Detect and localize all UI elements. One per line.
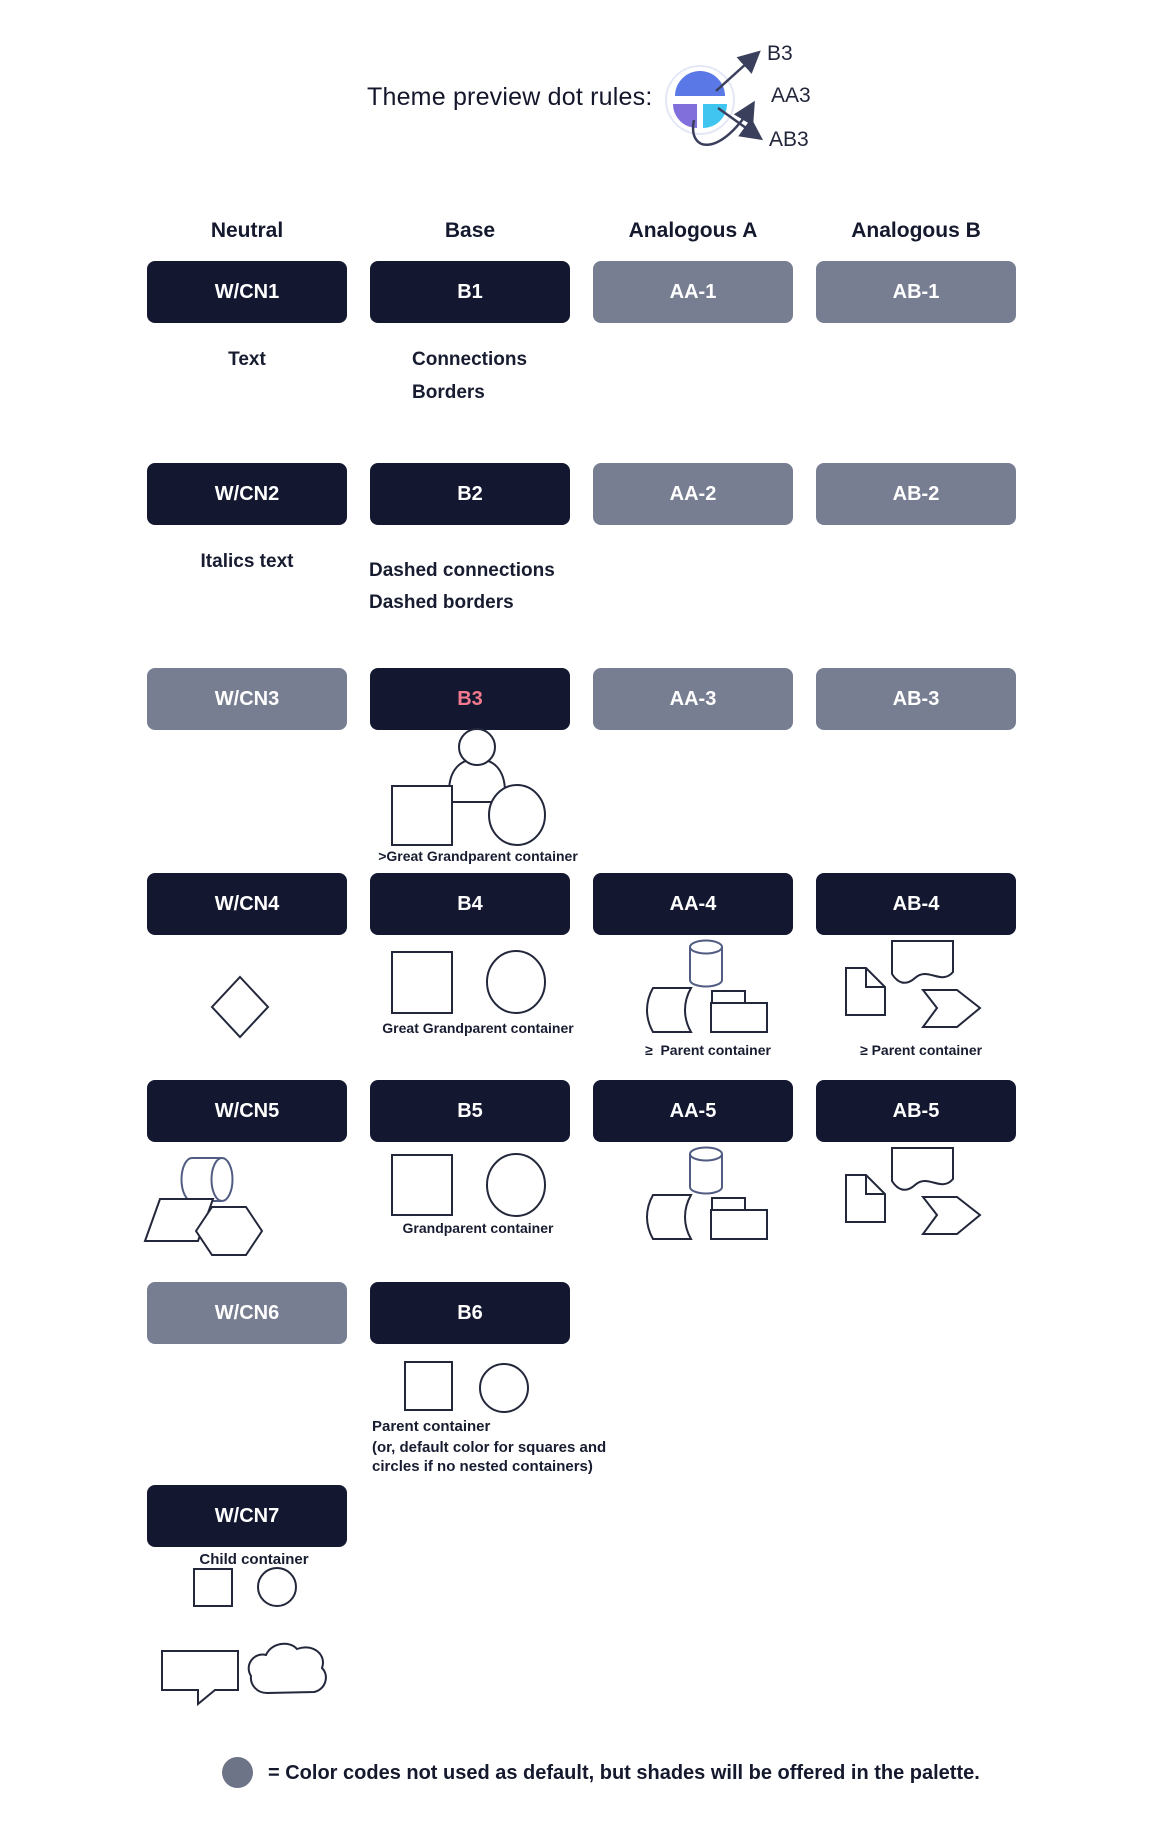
column-header-analogous-b: Analogous B (851, 219, 981, 242)
ab5-shape-cluster (846, 1148, 980, 1234)
swatch-b3 (370, 668, 570, 730)
diamond-shape (212, 977, 268, 1037)
swatch-aa1-label: AA-1 (669, 280, 717, 303)
label-parent-container-note2: circles if no nested containers) (372, 1458, 593, 1475)
card-tab-shape (712, 991, 745, 1005)
square-shape (194, 1569, 232, 1606)
swatch-b5-label: B5 (457, 1099, 483, 1122)
page-shape (846, 968, 885, 1015)
swatch-aa4 (593, 873, 793, 935)
dot-segment-analogous-a (703, 104, 727, 128)
annotation-borders: Borders (412, 382, 485, 403)
card-shape (711, 1210, 767, 1239)
wavy-document-shape (892, 1148, 953, 1190)
dot-ring (666, 66, 734, 134)
arrow-to-ab3 (718, 108, 760, 138)
label-child-container: Child container (199, 1551, 309, 1568)
column-header-neutral: Neutral (210, 219, 284, 242)
swatch-ab1-label: AB-1 (892, 280, 940, 303)
circle-shape (487, 951, 545, 1013)
legend-dot (222, 1757, 253, 1788)
chevron-shape (923, 990, 980, 1027)
swatch-wcn7 (147, 1485, 347, 1547)
column-header-base: Base (444, 219, 496, 242)
horizontal-cylinder-shape (182, 1158, 233, 1201)
swatch-b4-label: B4 (457, 892, 483, 915)
swatch-wcn4-label: W/CN4 (214, 892, 280, 915)
b4-shape-cluster (392, 951, 545, 1013)
wcn7-shape-cluster (162, 1568, 326, 1704)
swatch-aa3-label: AA-3 (669, 687, 717, 710)
label-great-grandparent-gt: >Great Grandparent container (378, 848, 578, 864)
wavy-document-shape (892, 941, 953, 983)
label-parent-container: Parent container (372, 1418, 491, 1435)
page-fold (866, 1175, 885, 1194)
arrow-to-b3 (716, 53, 758, 91)
swatch-aa2-label: AA-2 (669, 482, 717, 505)
swatch-aa5-label: AA-5 (669, 1099, 717, 1122)
annotation-italics-text: Italics text (200, 551, 294, 572)
aa5-shape-cluster (647, 1148, 767, 1240)
swatch-wcn2-label: W/CN2 (214, 482, 280, 505)
swatch-wcn3 (147, 668, 347, 730)
stored-data-shape (647, 1195, 691, 1239)
swatch-wcn1 (147, 261, 347, 323)
swatch-b3-label: B3 (457, 687, 483, 710)
wcn4-shape-cluster (212, 977, 268, 1037)
dot-segment-base (675, 71, 725, 96)
circle-shape (489, 785, 545, 845)
swatch-wcn5-label: W/CN5 (214, 1099, 280, 1122)
swatch-wcn5 (147, 1080, 347, 1142)
swatch-aa2 (593, 463, 793, 525)
swatch-ab3 (816, 668, 1016, 730)
page-title: Theme preview dot rules: (367, 83, 653, 111)
arrow-to-aa3 (693, 104, 753, 145)
swatch-b5 (370, 1080, 570, 1142)
cloud-shape (249, 1644, 326, 1693)
b3-shape-cluster (392, 729, 545, 845)
label-parent-container-note1: (or, default color for squares and (372, 1439, 607, 1456)
dot-rule-arrows (693, 53, 760, 145)
swatch-wcn6 (147, 1282, 347, 1344)
swatch-b6-label: B6 (457, 1301, 483, 1324)
swatch-aa1 (593, 261, 793, 323)
parallelogram-shape (145, 1199, 213, 1241)
swatch-ab5 (816, 1080, 1016, 1142)
swatch-b1 (370, 261, 570, 323)
swatch-b1-label: B1 (457, 280, 483, 303)
annotation-text: Text (228, 349, 266, 370)
wcn5-shape-cluster (145, 1158, 262, 1255)
swatch-aa5 (593, 1080, 793, 1142)
cylinder-shape (690, 941, 722, 987)
dot-rule-label-b3: B3 (767, 42, 793, 65)
annotation-connections: Connections (412, 349, 528, 370)
swatch-ab4 (816, 873, 1016, 935)
circle-shape (487, 1154, 545, 1216)
dot-rule-label-ab3: AB3 (769, 128, 809, 151)
person-shape (449, 759, 505, 802)
dot-rule-label-aa3: AA3 (771, 84, 811, 107)
square-shape (405, 1362, 452, 1410)
label-grandparent: Grandparent container (402, 1220, 554, 1236)
column-header-analogous-a: Analogous A (628, 219, 758, 242)
square-shape (392, 786, 452, 845)
annotation-dashed-borders: Dashed borders (369, 592, 514, 613)
hexagon-shape (196, 1207, 262, 1255)
speech-bubble-shape (162, 1651, 238, 1704)
theme-preview-dot (666, 66, 734, 134)
swatch-aa4-label: AA-4 (669, 892, 717, 915)
chevron-shape (923, 1197, 980, 1234)
b6-shape-cluster (405, 1362, 528, 1412)
swatch-ab3-label: AB-3 (892, 687, 940, 710)
square-shape (392, 952, 452, 1013)
person-head (459, 729, 495, 765)
page-fold (866, 968, 885, 987)
cylinder-shape (690, 1148, 722, 1194)
ab4-shape-cluster (846, 941, 980, 1027)
swatch-wcn7-label: W/CN7 (214, 1504, 280, 1527)
legend-text: = Color codes not used as default, but shades will be offered in the palette. (268, 1762, 980, 1784)
swatch-wcn6-label: W/CN6 (214, 1301, 280, 1324)
swatch-wcn2 (147, 463, 347, 525)
swatch-ab2 (816, 463, 1016, 525)
swatch-ab2-label: AB-2 (892, 482, 940, 505)
swatch-wcn1-label: W/CN1 (214, 280, 280, 303)
b5-shape-cluster (392, 1154, 545, 1216)
aa4-shape-cluster (647, 941, 767, 1033)
stored-data-shape (647, 988, 691, 1032)
label-parent-aa: ≥ Parent container (645, 1042, 771, 1058)
label-parent-ab: ≥ Parent container (860, 1042, 983, 1058)
swatch-b2 (370, 463, 570, 525)
square-shape (392, 1155, 452, 1215)
label-great-grandparent: Great Grandparent container (382, 1020, 574, 1036)
card-shape (711, 1003, 767, 1032)
annotation-dashed-connections: Dashed connections (369, 560, 555, 581)
swatch-b4 (370, 873, 570, 935)
swatch-wcn3-label: W/CN3 (214, 687, 280, 710)
swatch-ab4-label: AB-4 (892, 892, 940, 915)
swatch-b6 (370, 1282, 570, 1344)
page-shape (846, 1175, 885, 1222)
swatch-b2-label: B2 (457, 482, 483, 505)
dot-segment-analogous-b (673, 104, 697, 128)
swatch-ab5-label: AB-5 (892, 1099, 940, 1122)
swatch-wcn4 (147, 873, 347, 935)
card-tab-shape (712, 1198, 745, 1212)
circle-shape (480, 1364, 528, 1412)
circle-shape (258, 1568, 296, 1606)
swatch-ab1 (816, 261, 1016, 323)
swatch-aa3 (593, 668, 793, 730)
